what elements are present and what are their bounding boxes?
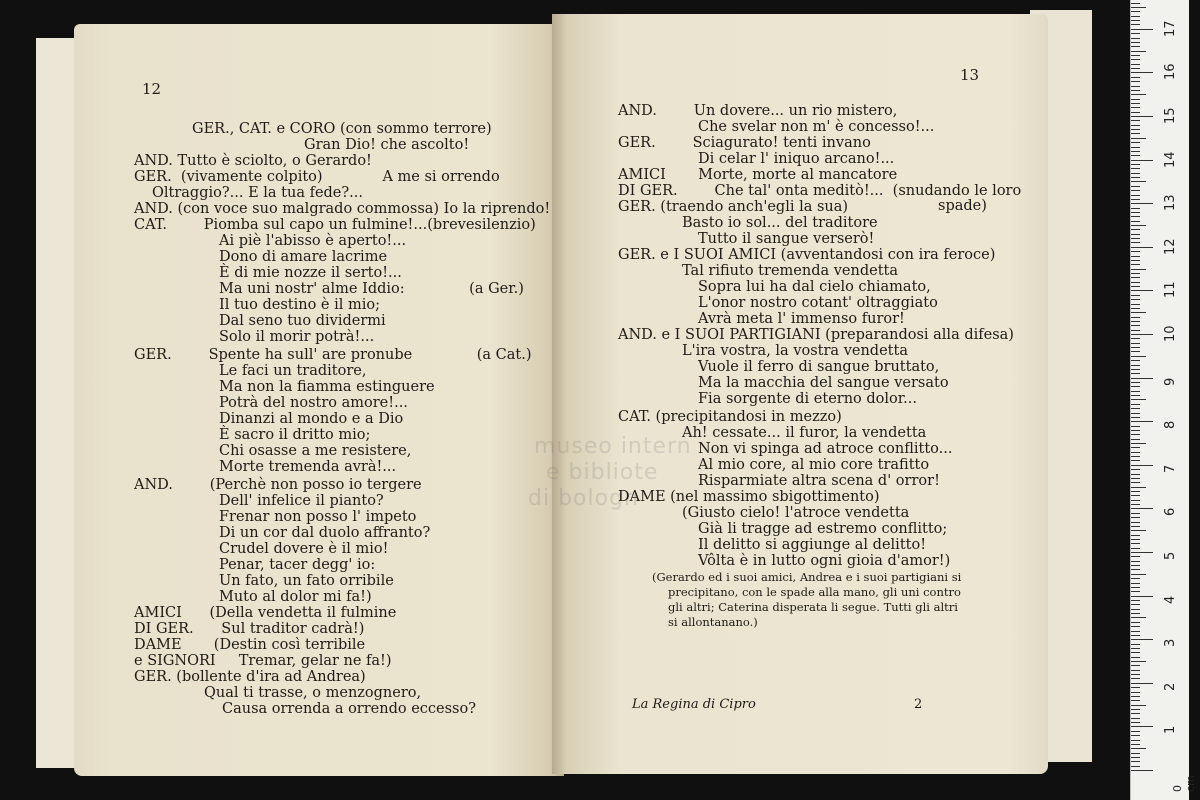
ruler-tick (1131, 42, 1140, 43)
ruler-tick (1131, 631, 1140, 632)
left-text-line: Penar, tacer degg' io: (219, 557, 376, 573)
right-text-line: DI GER. Che tal' onta meditò!... (snudando le loro (618, 183, 1022, 199)
right-text-line: GER. (traendo anch'egli la sua) (618, 199, 849, 215)
left-text-line: CAT. Piomba sul capo un fulmine!...(brevesilenzio) (134, 217, 536, 233)
ruler-tick (1131, 726, 1153, 727)
ruler-tick (1131, 190, 1140, 191)
ruler-tick (1131, 508, 1153, 509)
ruler-tick (1131, 539, 1140, 540)
ruler-tick (1131, 33, 1140, 34)
right-page (528, 14, 1048, 774)
ruler-tick (1131, 208, 1140, 209)
ruler-tick (1131, 181, 1146, 182)
ruler-tick (1131, 439, 1140, 440)
left-text-line: Ai piè l'abisso è aperto!... (219, 233, 407, 249)
ruler-tick (1131, 495, 1140, 496)
right-text-line: spade) (938, 198, 987, 214)
ruler-tick (1131, 657, 1140, 658)
ruler-tick (1131, 683, 1153, 684)
ruler-tick (1131, 242, 1140, 243)
ruler-tick (1131, 77, 1140, 78)
ruler-tick (1131, 504, 1140, 505)
ruler-tick (1131, 740, 1140, 741)
ruler-tick (1131, 469, 1140, 470)
ruler-tick (1131, 561, 1140, 562)
ruler-tick (1131, 609, 1140, 610)
ruler-tick (1131, 652, 1140, 653)
ruler-tick (1131, 600, 1140, 601)
ruler-tick (1131, 7, 1146, 8)
ruler-tick (1131, 116, 1153, 117)
ruler-tick (1131, 447, 1140, 448)
right-text-line: GER. e I SUOI AMICI (avventandosi con ira feroce) (618, 247, 996, 263)
ruler-tick (1131, 129, 1140, 130)
ruler-number: 15 (1163, 107, 1178, 124)
left-page (74, 24, 564, 776)
right-text-line: Il delitto si aggiunge al delitto! (698, 537, 927, 553)
ruler-tick (1131, 456, 1140, 457)
ruler-tick (1131, 55, 1140, 56)
ruler-tick (1131, 330, 1140, 331)
ruler-tick (1131, 569, 1140, 570)
ruler-tick (1131, 404, 1140, 405)
ruler-tick (1131, 299, 1140, 300)
ruler-number: 10 (1163, 325, 1178, 342)
left-text-line: Dell' infelice il pianto? (219, 493, 384, 509)
ruler-tick (1131, 426, 1140, 427)
right-text-line: Tal rifiuto tremenda vendetta (682, 263, 898, 279)
ruler-tick (1131, 526, 1140, 527)
left-text-line: Morte tremenda avrà!... (219, 459, 397, 475)
ruler-tick (1131, 16, 1140, 17)
ruler-tick (1131, 221, 1140, 222)
ruler-tick (1131, 705, 1146, 706)
left-text-line: AND. (con voce suo malgrado commossa) Io la riprendo! (134, 201, 551, 217)
ruler-tick (1131, 644, 1140, 645)
ruler-tick (1131, 591, 1140, 592)
ruler-tick (1131, 578, 1140, 579)
right-text-line: Vôlta è in lutto ogni gioia d'amor!) (698, 553, 951, 569)
ruler-tick (1131, 225, 1146, 226)
ruler-number: 4 (1163, 595, 1178, 604)
right-text-line: Basto io sol... del traditore (682, 215, 878, 231)
right-text-line: AMICI Morte, morte al mancatore (618, 167, 898, 183)
right-text-line: DAME (nel massimo sbigottimento) (618, 489, 880, 505)
ruler-tick (1131, 731, 1140, 732)
ruler-tick (1131, 20, 1140, 21)
ruler-tick (1131, 29, 1153, 30)
right-text-line: Sopra lui ha dal cielo chiamato, (698, 279, 931, 295)
left-text-line: Causa orrenda a orrendo eccesso? (222, 701, 476, 717)
ruler-tick (1131, 273, 1140, 274)
right-text-line: si allontanano.) (668, 615, 758, 629)
ruler-tick (1131, 338, 1140, 339)
ruler-tick (1131, 565, 1140, 566)
left-text-line: Muto al dolor mi fa!) (219, 589, 372, 605)
ruler-tick (1131, 766, 1140, 767)
ruler-tick (1131, 125, 1140, 126)
ruler-tick (1131, 277, 1140, 278)
ruler-tick (1131, 543, 1140, 544)
ruler-tick (1131, 434, 1140, 435)
ruler-tick (1131, 203, 1153, 204)
ruler-number: 5 (1163, 551, 1178, 560)
ruler-number: 8 (1163, 420, 1178, 430)
ruler-tick (1131, 251, 1140, 252)
ruler-tick (1131, 395, 1140, 396)
right-text-line: Risparmiate altra scena d' orror! (698, 473, 940, 489)
ruler-tick (1131, 51, 1146, 52)
ruler-tick (1131, 757, 1140, 758)
left-text-line: GER. (bollente d'ira ad Andrea) (134, 669, 366, 685)
right-text-line: (Giusto cielo! l'atroce vendetta (682, 505, 910, 521)
left-text-line: DAME (Destin così terribile (134, 637, 366, 653)
ruler-tick (1131, 513, 1140, 514)
ruler-tick (1131, 770, 1153, 771)
left-text-line: Di un cor dal duolo affranto? (219, 525, 431, 541)
ruler-tick (1131, 68, 1140, 69)
left-text-line: Qual ti trasse, o menzognero, (204, 685, 422, 701)
ruler-tick (1131, 535, 1140, 536)
ruler-tick (1131, 635, 1140, 636)
ruler-tick (1131, 155, 1140, 156)
left-text-line: AND. Tutto è sciolto, o Gerardo! (134, 153, 372, 169)
left-text-line: e SIGNORI Tremar, gelar ne fa!) (134, 653, 392, 669)
ruler-tick (1131, 325, 1140, 326)
right-text-line: Tutto il sangue verserò! (698, 231, 875, 247)
ruler-tick (1131, 286, 1140, 287)
ruler-tick (1131, 369, 1140, 370)
ruler-tick (1131, 38, 1140, 39)
right-text-line: Di celar l' iniquo arcano!... (698, 151, 895, 167)
ruler-tick (1131, 238, 1140, 239)
left-text-line: Chi osasse a me resistere, (219, 443, 412, 459)
ruler-tick (1131, 365, 1140, 366)
ruler-tick (1131, 81, 1140, 82)
ruler-tick (1131, 626, 1140, 627)
ruler-tick (1131, 408, 1140, 409)
ruler-tick (1131, 722, 1140, 723)
ruler-tick (1131, 718, 1140, 719)
ruler-tick (1131, 142, 1140, 143)
ruler-tick (1131, 399, 1146, 400)
ruler-number: 14 (1163, 151, 1178, 168)
ruler-tick (1131, 482, 1140, 483)
ruler-tick (1131, 460, 1140, 461)
ruler-tick (1131, 264, 1140, 265)
ruler-tick (1131, 583, 1140, 584)
ruler-tick (1131, 478, 1140, 479)
left-text-line: Ma uni nostr' alme Iddio: (a Ger.) (219, 281, 524, 297)
left-text-line: Dinanzi al mondo e a Dio (219, 411, 404, 427)
ruler-number: 6 (1163, 508, 1178, 517)
right-text-line: Già li tragge ad estremo conflitto; (698, 521, 948, 537)
right-text-line: AND. e I SUOI PARTIGIANI (preparandosi alla difesa) (618, 327, 1014, 343)
ruler-tick (1131, 552, 1153, 553)
ruler-tick (1131, 3, 1140, 4)
signature-mark: 2 (914, 697, 923, 712)
ruler-tick (1131, 696, 1140, 697)
ruler-tick (1131, 195, 1140, 196)
watermark-line-3: di bologn (528, 486, 639, 511)
right-text-line: L'ira vostra, la vostra vendetta (682, 343, 908, 359)
left-text-line: Frenar non posso l' impeto (219, 509, 417, 525)
ruler-tick (1131, 753, 1140, 754)
ruler-unit-label: 0 cm (1171, 775, 1197, 792)
watermark-line-1: museo intern (534, 434, 692, 459)
ruler-tick (1131, 295, 1140, 296)
ruler-tick (1131, 373, 1140, 374)
ruler-tick (1131, 744, 1140, 745)
ruler-tick (1131, 648, 1140, 649)
ruler-tick (1131, 11, 1140, 12)
ruler-tick (1131, 735, 1140, 736)
left-text-line: Dal seno tuo dividermi (219, 313, 386, 329)
ruler-tick (1131, 382, 1140, 383)
ruler-number: 11 (1163, 281, 1178, 299)
ruler-tick (1131, 234, 1140, 235)
ruler-tick (1131, 312, 1146, 313)
ruler-tick (1131, 86, 1140, 87)
ruler-tick (1131, 687, 1140, 688)
left-text-line: Il tuo destino è il mio; (219, 297, 381, 313)
ruler-tick (1131, 334, 1153, 335)
ruler-tick (1131, 99, 1140, 100)
ruler-tick (1131, 548, 1140, 549)
ruler-number: 3 (1163, 638, 1178, 648)
ruler-number: 16 (1163, 63, 1178, 81)
ruler-tick (1131, 160, 1153, 161)
ruler-tick (1131, 173, 1140, 174)
ruler-tick (1131, 617, 1146, 618)
ruler-tick (1131, 474, 1140, 475)
ruler-tick (1131, 421, 1153, 422)
ruler-tick (1131, 700, 1140, 701)
ruler-tick (1131, 103, 1140, 104)
right-text-line: Ah! cessate... il furor, la vendetta (682, 425, 927, 441)
ruler-tick (1131, 343, 1140, 344)
left-text-line: Gran Dio! che ascolto! (304, 137, 470, 153)
ruler-number: 9 (1163, 377, 1178, 386)
left-text-line: AND. (Perchè non posso io tergere (134, 477, 422, 493)
ruler-tick (1131, 417, 1140, 418)
ruler-tick (1131, 613, 1140, 614)
left-text-line: È di mie nozze il serto!... (219, 265, 402, 281)
ruler-tick (1131, 522, 1140, 523)
right-text-line: Che svelar non m' è concesso!... (698, 119, 935, 135)
ruler-number: 13 (1163, 194, 1178, 212)
ruler-tick (1131, 674, 1140, 675)
right-text-line: Al mio core, al mio core trafitto (698, 457, 930, 473)
left-text-line: GER. (vivamente colpito) A me si orrendo (134, 169, 500, 185)
left-text-line: Le faci un traditore, (219, 363, 367, 379)
ruler-tick (1131, 487, 1146, 488)
ruler-tick (1131, 64, 1140, 65)
left-text-line: Un fato, un fato orribile (219, 573, 394, 589)
right-text-line: AND. Un dovere... un rio mistero, (618, 103, 898, 119)
right-text-line: L'onor nostro cotant' oltraggiato (698, 295, 938, 311)
ruler-tick (1131, 670, 1140, 671)
ruler-tick (1131, 290, 1153, 291)
ruler-tick (1131, 112, 1140, 113)
ruler-tick (1131, 304, 1140, 305)
ruler-tick (1131, 46, 1140, 47)
ruler-tick (1131, 709, 1140, 710)
ruler-tick (1131, 360, 1140, 361)
ruler-tick (1131, 500, 1140, 501)
ruler-number: 12 (1163, 238, 1178, 255)
ruler-number: 17 (1163, 20, 1178, 37)
ruler-tick (1131, 665, 1140, 666)
ruler-tick (1131, 351, 1140, 352)
ruler-tick (1131, 604, 1140, 605)
right-text-line: gli altri; Caterina disperata li segue. Tutti gli altri (668, 600, 958, 614)
ruler-tick (1131, 692, 1140, 693)
ruler-tick (1131, 321, 1140, 322)
left-page-number: 12 (142, 80, 162, 98)
measuring-ruler (1130, 0, 1197, 800)
ruler-tick (1131, 216, 1140, 217)
ruler-tick (1131, 147, 1140, 148)
ruler-tick (1131, 713, 1140, 714)
ruler-tick (1131, 72, 1153, 73)
left-text-line: AMICI (Della vendetta il fulmine (134, 605, 397, 621)
ruler-tick (1131, 186, 1140, 187)
left-text-line: Dono di amare lacrime (219, 249, 388, 265)
ruler-tick (1131, 177, 1140, 178)
ruler-tick (1131, 94, 1146, 95)
ruler-tick (1131, 269, 1146, 270)
ruler-tick (1131, 199, 1140, 200)
ruler-tick (1131, 356, 1146, 357)
ruler-tick (1131, 347, 1140, 348)
ruler-tick (1131, 491, 1140, 492)
ruler-tick (1131, 168, 1140, 169)
right-text-line: precipitano, con le spade alla mano, gli uni contro (668, 585, 961, 599)
ruler-tick (1131, 587, 1140, 588)
ruler-tick (1131, 59, 1140, 60)
ruler-tick (1131, 260, 1140, 261)
ruler-tick (1131, 378, 1153, 379)
ruler-tick (1131, 391, 1140, 392)
ruler-tick (1131, 530, 1146, 531)
left-text-line: Crudel dovere è il mio! (219, 541, 389, 557)
ruler-tick (1131, 761, 1140, 762)
ruler-tick (1131, 678, 1140, 679)
left-text-line: Solo il morir potrà!... (219, 329, 375, 345)
ruler-tick (1131, 748, 1146, 749)
ruler-number: 2 (1163, 682, 1178, 691)
ruler-tick (1131, 317, 1140, 318)
right-text-line: (Gerardo ed i suoi amici, Andrea e i suoi partigiani si (652, 570, 962, 584)
right-text-line: GER. Sciagurato! tenti invano (618, 135, 871, 151)
ruler-tick (1131, 517, 1140, 518)
ruler-number: 7 (1163, 464, 1178, 473)
left-text-line: DI GER. Sul traditor cadrà!) (134, 621, 365, 637)
ruler-tick (1131, 443, 1146, 444)
ruler-tick (1131, 413, 1140, 414)
ruler-tick (1131, 574, 1146, 575)
ruler-tick (1131, 556, 1140, 557)
right-text-line: CAT. (precipitandosi in mezzo) (618, 409, 842, 425)
ruler-tick (1131, 90, 1140, 91)
right-text-line: Vuole il ferro di sangue bruttato, (698, 359, 940, 375)
footer-title: La Regina di Cipro (632, 697, 756, 712)
ruler-tick (1131, 247, 1153, 248)
ruler-tick (1131, 452, 1140, 453)
left-text-line: GER., CAT. e CORO (con sommo terrore) (192, 121, 492, 137)
left-text-line: Potrà del nostro amore!... (219, 395, 408, 411)
left-text-line: Ma non la fiamma estinguere (219, 379, 435, 395)
left-text-line: GER. Spente ha sull' are pronube (a Cat.) (134, 347, 532, 363)
ruler-tick (1131, 465, 1153, 466)
ruler-tick (1131, 661, 1146, 662)
ruler-tick (1131, 596, 1153, 597)
ruler-tick (1131, 151, 1140, 152)
watermark-line-2: e bibliote (546, 460, 659, 485)
ruler-tick (1131, 430, 1140, 431)
ruler-tick (1131, 386, 1140, 387)
ruler-number: 1 (1163, 726, 1178, 735)
ruler-tick (1131, 282, 1140, 283)
right-text-line: Non vi spinga ad atroce conflitto... (698, 441, 953, 457)
ruler-tick (1131, 212, 1140, 213)
ruler-tick (1131, 639, 1153, 640)
left-text-line: È sacro il dritto mio; (219, 427, 371, 443)
right-text-line: Ma la macchia del sangue versato (698, 375, 949, 391)
ruler-tick (1131, 308, 1140, 309)
ruler-tick (1131, 138, 1146, 139)
right-text-line: Fia sorgente di eterno dolor... (698, 391, 917, 407)
ruler-tick (1131, 107, 1140, 108)
ruler-tick (1131, 229, 1140, 230)
ruler-tick (1131, 256, 1140, 257)
ruler-tick (1131, 164, 1140, 165)
right-text-line: Avrà meta l' immenso furor! (698, 311, 905, 327)
ruler-tick (1131, 133, 1140, 134)
ruler-tick (1131, 24, 1140, 25)
left-text-line: Oltraggio?... E la tua fede?... (152, 185, 363, 201)
right-page-number: 13 (960, 66, 980, 84)
ruler-tick (1131, 622, 1140, 623)
ruler-tick (1131, 120, 1140, 121)
